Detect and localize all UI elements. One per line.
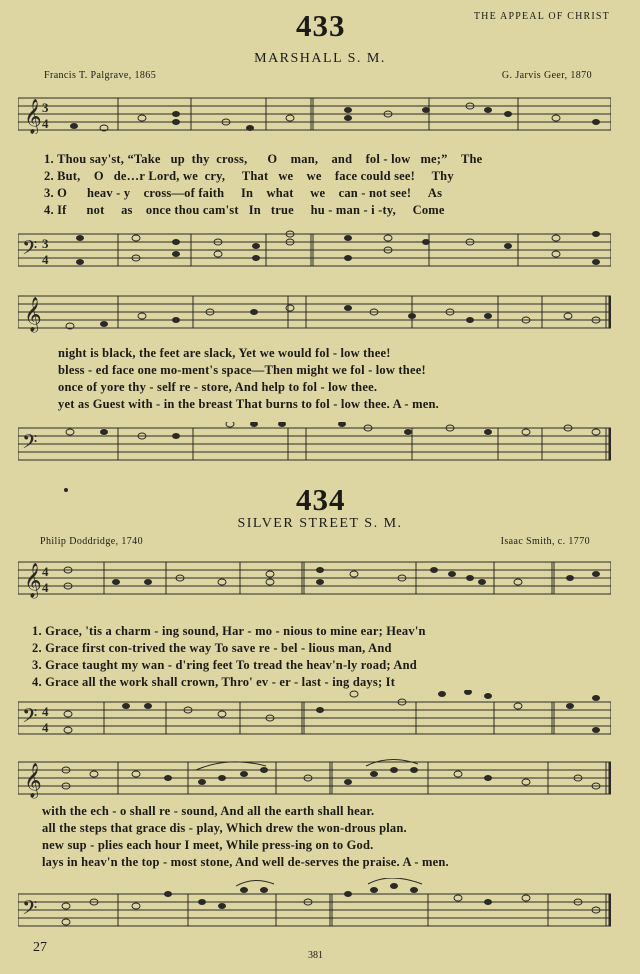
svg-text:𝄢: 𝄢 (22, 896, 38, 924)
verse-2-line-1: 2. But, O de…r Lord, we cry, That we we face could see! Thy (44, 169, 454, 183)
music-notation (18, 758, 611, 800)
hymn-number: 434 (296, 482, 346, 517)
ink-dot (64, 488, 68, 492)
music-staff-bass (18, 422, 611, 468)
verse-2-line-2: all the steps that grace dis - play, Which drew the won-drous plan. (42, 821, 407, 835)
composer: G. Jarvis Geer, 1870 (501, 70, 592, 81)
music-staff-treble (18, 558, 611, 600)
verse-2-line-2: bless - ed face one mo-ment's space—Then might we fol - low thee! (58, 363, 426, 377)
music-staff-treble (18, 292, 611, 334)
svg-text:𝄞: 𝄞 (24, 763, 42, 798)
verse-2-line-1: 2. Grace first con-trived the way To save re - bel - lious man, And (32, 641, 392, 655)
verse-4-line-1: 4. If not as once thou cam'st In true hu - man - i -ty, Come (44, 203, 445, 217)
composer: Isaac Smith, c. 1770 (500, 536, 590, 547)
svg-text:4: 4 (42, 580, 49, 595)
svg-text:4: 4 (42, 704, 49, 719)
music-notation (18, 94, 611, 134)
music-staff-bass (18, 878, 611, 934)
svg-text:𝄞: 𝄞 (24, 563, 42, 598)
svg-text:4: 4 (42, 564, 49, 579)
svg-text:𝄞: 𝄞 (24, 99, 42, 134)
svg-text:3: 3 (42, 236, 49, 251)
music-notation (18, 558, 611, 600)
music-notation (18, 422, 611, 468)
text-author: Francis T. Palgrave, 1865 (44, 70, 157, 81)
hymn-number: 433 (296, 8, 346, 43)
text-author: Philip Doddridge, 1740 (40, 536, 143, 547)
verse-3-line-2: once of yore thy - self re - store, And help to fol - low thee. (58, 380, 378, 394)
music-notation (18, 690, 611, 740)
music-staff-bass (18, 690, 611, 740)
verse-4-line-1: 4. Grace all the work shall crown, Thro' ev - er - last - ing days; It (32, 675, 396, 689)
music-staff-treble (18, 94, 611, 134)
verse-1-line-2: with the ech - o shall re - sound, And all the earth shall hear. (42, 804, 375, 818)
section-title: THE APPEAL OF CHRIST (473, 11, 610, 22)
svg-text:3: 3 (42, 100, 49, 115)
tune-name: MARSHALL S. M. (254, 51, 386, 66)
verse-3-line-1: 3. Grace taught my wan - d'ring feet To tread the heav'n-ly road; And (32, 658, 417, 672)
music-notation (18, 292, 611, 334)
svg-text:𝄢: 𝄢 (22, 236, 38, 264)
music-staff-bass (18, 228, 611, 270)
verse-1-line-1: 1. Grace, 'tis a charm - ing sound, Har - mo - nious to mine ear; Heav'n (32, 624, 426, 638)
svg-text:4: 4 (42, 116, 49, 131)
verse-1-line-2: night is black, the feet are slack, Yet we would fol - low thee! (58, 346, 391, 360)
verse-3-line-1: 3. O heav - y cross—of faith In what we can - not see! As (44, 186, 443, 200)
verse-3-line-2: new sup - plies each hour I meet, While press-ing on to God. (42, 838, 374, 852)
verse-1-line-1: 1. Thou say'st, “Take up thy cross, O man, and fol - low me;” The (44, 152, 483, 166)
tune-name: SILVER STREET S. M. (237, 516, 403, 531)
verse-4-line-2: lays in heav'n the top - most stone, And well de-serves the praise. A - men. (42, 855, 449, 869)
music-staff-treble (18, 758, 611, 800)
verse-4-line-2: yet as Guest with - in the breast That burns to fol - low thee. A - men. (58, 397, 439, 411)
svg-text:4: 4 (42, 252, 49, 267)
svg-text:𝄢: 𝄢 (22, 430, 38, 458)
svg-text:4: 4 (42, 720, 49, 735)
page-signature-number: 27 (33, 940, 47, 955)
music-notation (18, 228, 611, 270)
svg-text:𝄞: 𝄞 (24, 297, 42, 332)
page-number: 381 (308, 950, 323, 961)
music-notation (18, 878, 611, 934)
svg-text:𝄢: 𝄢 (22, 704, 38, 732)
